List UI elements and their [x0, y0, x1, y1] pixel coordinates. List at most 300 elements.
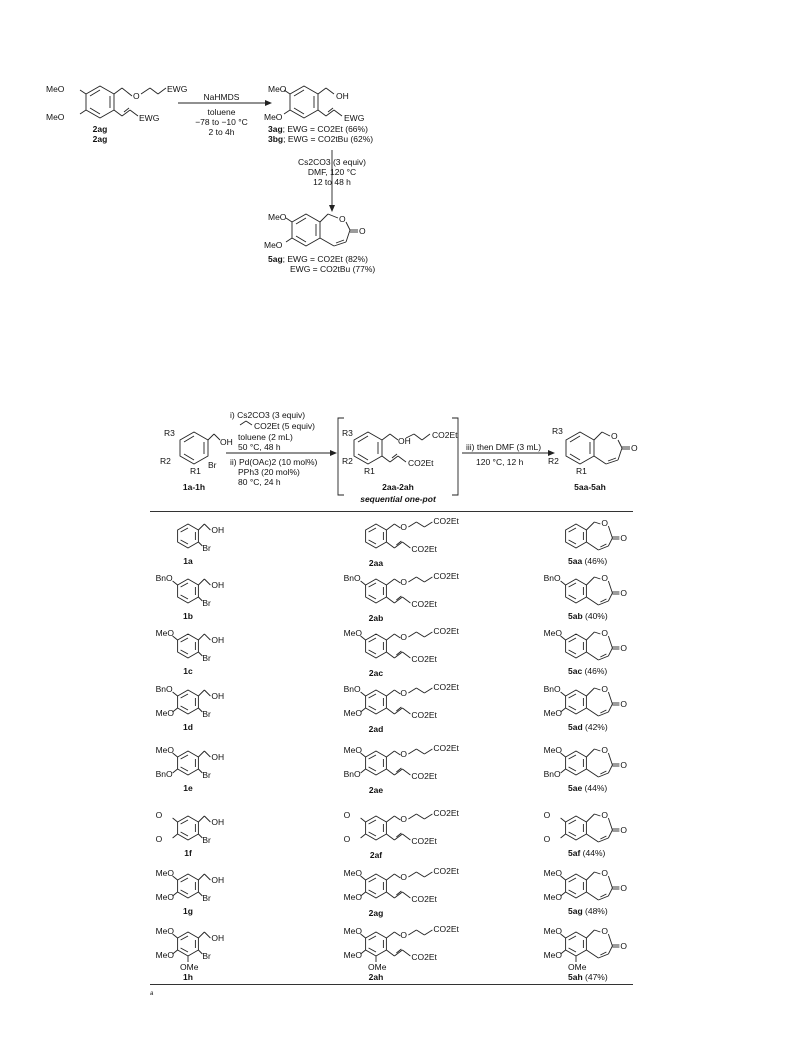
prod-sub-ome: OMe: [568, 962, 587, 972]
bond-line: [608, 830, 612, 838]
sm2-r2: R2: [160, 456, 171, 466]
prod-sub-top: MeO: [543, 745, 563, 755]
bond-line: [594, 688, 600, 690]
bond-line: [569, 878, 576, 882]
yield-value: (44%): [580, 848, 606, 858]
bond-line: [594, 522, 600, 524]
bond-line: [369, 890, 376, 894]
prod-carbonyl-o: O: [620, 883, 628, 893]
bond-line: [424, 814, 432, 819]
bond-line: [204, 816, 210, 822]
bond-line: [386, 769, 394, 775]
prod2-r3: R3: [552, 426, 563, 436]
bond-line: [402, 542, 410, 548]
bond-line: [369, 820, 376, 824]
bond-line: [204, 524, 210, 530]
bond-line: [386, 542, 394, 548]
bond-line: [608, 934, 612, 946]
sm2-oh: OH: [220, 437, 233, 447]
sm-meo-top: MeO: [46, 84, 65, 94]
bond-line: [361, 818, 366, 822]
bond-line: [586, 597, 598, 605]
bond-line: [600, 710, 606, 713]
bond-line: [569, 638, 576, 642]
bond-line: [586, 652, 598, 660]
bond-line: [600, 654, 606, 657]
sm-oh: OH: [211, 635, 225, 645]
sm-sub-bottom: MeO: [155, 892, 175, 902]
int-label: 2af: [369, 850, 383, 860]
sm-br: Br: [202, 543, 211, 553]
prod-meo-top: MeO: [268, 212, 287, 222]
int-co2et-bottom: CO2Et: [411, 894, 437, 904]
sm-br: Br: [202, 770, 211, 780]
bond-line: [369, 650, 376, 654]
yield-value: (48%): [582, 906, 608, 916]
bond-line: [361, 692, 366, 696]
cond2-time: 12 to 48 h: [313, 177, 351, 187]
prod-ring-o: O: [601, 810, 609, 820]
int-co2et-bottom: CO2Et: [411, 654, 437, 664]
bond-line: [408, 688, 416, 693]
prod2-carbonyl-o: O: [631, 443, 638, 453]
bond-line: [608, 526, 612, 538]
int-sub-bottom: BnO: [343, 769, 361, 779]
prod-label: 5af: [568, 848, 581, 858]
bond-line: [173, 818, 178, 822]
cond-reagent: NaHMDS: [203, 92, 240, 102]
bond-line: [569, 694, 576, 698]
bond-line: [594, 814, 600, 816]
bond-line: [586, 950, 598, 958]
sm-label: 1h: [183, 972, 193, 982]
int-sub-top: O: [343, 810, 351, 820]
bond-line: [386, 634, 394, 640]
sm-br: Br: [202, 709, 211, 719]
bond-line: [586, 892, 598, 900]
sm-oh: OH: [211, 817, 225, 827]
int-text-2: ; EWG = CO2tBu (62%): [283, 134, 374, 144]
bond-line: [561, 818, 566, 822]
bond-line: [586, 872, 594, 880]
int-sub-bottom: MeO: [343, 892, 363, 902]
prod-ring-o: O: [601, 684, 609, 694]
bond-line: [198, 816, 204, 822]
bond-line: [181, 595, 188, 599]
bond-line: [561, 692, 566, 696]
int-label: 2ag: [368, 908, 384, 918]
sm-oh: OH: [211, 933, 225, 943]
bond-line: [586, 632, 594, 640]
bond-line: [608, 876, 612, 888]
bond-line: [198, 579, 204, 585]
prod-sub-bottom: MeO: [543, 950, 563, 960]
bond-line: [600, 599, 606, 602]
cond2-reagent: Cs2CO3 (3 equiv): [297, 157, 367, 167]
bond-line: [402, 597, 410, 603]
sm-meo-bottom: MeO: [46, 112, 65, 122]
bond-line: [569, 650, 576, 654]
yield-value: (44%): [582, 783, 608, 793]
prod-line-2: EWG = CO2tBu (77%): [290, 264, 376, 274]
bond-line: [608, 704, 612, 712]
bond-line: [361, 581, 366, 585]
sm-ewg-bottom: EWG: [139, 113, 160, 123]
sm-label: 1e: [183, 783, 193, 793]
prod2-ring-o: O: [611, 431, 618, 441]
bond-line: [386, 892, 394, 898]
int-label: 2ae: [368, 785, 384, 795]
prod-yield: [568, 556, 607, 566]
prod-yield: [568, 783, 607, 793]
int-meo-bottom: MeO: [264, 112, 283, 122]
bond-line: [198, 874, 204, 880]
yield-value: (42%): [582, 722, 608, 732]
sm-sub-ome: OMe: [180, 962, 199, 972]
int-co2et-bottom: CO2Et: [411, 710, 437, 720]
int-ether-o: O: [400, 930, 408, 940]
bond-line: [369, 936, 376, 940]
bond-line: [608, 692, 612, 704]
cond-iii-1: iii) then DMF (3 mL): [466, 442, 542, 452]
int-ether-o: O: [400, 632, 408, 642]
bond-line: [424, 577, 432, 582]
cond-ii-2: PPh3 (20 mol%): [238, 467, 300, 477]
prod-carbonyl-o: O: [620, 699, 628, 709]
bond-line: [424, 688, 432, 693]
cond-ii-1: ii) Pd(OAc)2 (10 mol%): [230, 457, 318, 467]
sm-label: 1b: [183, 611, 193, 621]
bond-line: [408, 872, 416, 877]
prod-yield: [568, 848, 605, 858]
prod-carbonyl-o: O: [359, 226, 366, 236]
prod-carbonyl-o: O: [620, 760, 628, 770]
bond-line: [181, 638, 188, 642]
prod-sub-top: BnO: [543, 573, 561, 583]
int-co2et-top: CO2Et: [433, 682, 459, 692]
bond-line: [361, 834, 366, 838]
prod-label: 5ac: [568, 666, 583, 676]
prod-sub-bottom: BnO: [543, 769, 561, 779]
bond-line: [386, 874, 394, 880]
prod-ring-o: O: [601, 745, 609, 755]
bond-line: [204, 579, 210, 585]
bond-line: [369, 583, 376, 587]
cond-i-3: toluene (2 mL): [238, 432, 293, 442]
sm-sub-top: MeO: [155, 868, 175, 878]
bond-line: [561, 581, 566, 585]
bond-line: [594, 749, 600, 751]
bond-line: [408, 749, 416, 754]
prod-yield: [568, 666, 607, 676]
bond-line: [416, 688, 424, 693]
int-co2et-top: CO2Et: [433, 626, 459, 636]
sm-label: 1a: [183, 556, 193, 566]
bond-line: [569, 595, 576, 599]
sm-sub-top: O: [155, 810, 163, 820]
prod-sub-bottom: MeO: [543, 708, 563, 718]
bond-line: [181, 583, 188, 587]
cond-ii-3: 80 °C, 24 h: [238, 477, 281, 487]
bond-line: [598, 773, 608, 777]
bond-line: [204, 690, 210, 696]
bond-line: [386, 690, 394, 696]
sm-sub-bottom: MeO: [155, 708, 175, 718]
sm-br: Br: [202, 835, 211, 845]
sm-br: Br: [202, 653, 211, 663]
sm-sub-top: BnO: [155, 573, 173, 583]
int-label: 2ah: [368, 972, 384, 982]
sm-label: 1d: [183, 722, 193, 732]
bond-line: [369, 694, 376, 698]
bond-line: [600, 544, 606, 547]
bond-line: [608, 581, 612, 593]
bond-line: [369, 528, 376, 532]
bond-line: [586, 708, 598, 716]
bond-line: [369, 638, 376, 642]
bond-line: [408, 814, 416, 819]
prod-ring-o: O: [601, 628, 609, 638]
bond-line: [424, 522, 432, 527]
prod-text-1: ; EWG = CO2Et (82%): [282, 254, 368, 264]
bond-line: [198, 524, 204, 530]
bond-line: [600, 771, 606, 774]
yield-value: (40%): [582, 611, 608, 621]
bond-line: [569, 540, 576, 544]
bond-line: [181, 948, 188, 952]
int2-ether-o: OH: [398, 436, 411, 446]
bond-line: [402, 652, 410, 658]
int-sub-top: MeO: [343, 745, 363, 755]
bond-line: [173, 581, 178, 585]
bond-line: [181, 755, 188, 759]
prod-ring-o: O: [601, 518, 609, 528]
prod-ring-o: O: [339, 214, 346, 224]
int-meo-top: MeO: [268, 84, 287, 94]
prod-sub-top: BnO: [543, 684, 561, 694]
bond-line: [181, 706, 188, 710]
bond-line: [598, 656, 608, 660]
sm-br: Br: [202, 893, 211, 903]
sm-br: Br: [202, 598, 211, 608]
bond-line: [181, 650, 188, 654]
bond-line: [569, 767, 576, 771]
bond-line: [598, 546, 608, 550]
int-ether-o: O: [400, 688, 408, 698]
int-sub-top: BnO: [343, 573, 361, 583]
int-ether-o: O: [400, 577, 408, 587]
prod-label: 5ah: [568, 972, 583, 982]
sm-sub-bottom: O: [155, 834, 163, 844]
int-co2et-bottom: CO2Et: [411, 771, 437, 781]
prod-carbonyl-o: O: [620, 941, 628, 951]
int-label: 2ab: [368, 613, 384, 623]
bond-line: [198, 932, 204, 938]
cond-temp: −78 to −10 °C: [195, 117, 248, 127]
sm-sub-top: MeO: [155, 926, 175, 936]
bond-line: [181, 832, 188, 836]
sm-label: 1g: [183, 906, 193, 916]
prod-carbonyl-o: O: [620, 825, 628, 835]
int-ether-o: O: [400, 814, 408, 824]
bond-line: [386, 708, 394, 714]
bond-line: [594, 872, 600, 874]
sm-label: 1c: [183, 666, 193, 676]
bond-line: [386, 524, 394, 530]
bond-line: [408, 632, 416, 637]
bond-line: [386, 652, 394, 658]
bond-line: [586, 930, 594, 938]
int-ether-o: O: [400, 522, 408, 532]
bond-line: [402, 950, 410, 956]
int-label-3bg: 3bg: [268, 134, 284, 144]
bond-line: [586, 749, 594, 757]
bond-line: [598, 954, 608, 958]
int-co2et-top: CO2Et: [433, 866, 459, 876]
bond-line: [586, 814, 594, 822]
prod-yield: [568, 611, 608, 621]
int-text-1: ; EWG = CO2Et (66%): [282, 124, 368, 134]
int-sub-top: BnO: [343, 684, 361, 694]
bond-line: [569, 890, 576, 894]
int2-r3: R3: [342, 428, 353, 438]
int-co2et-bottom: CO2Et: [411, 836, 437, 846]
bond-line: [402, 769, 410, 775]
sm-label: 1f: [184, 848, 192, 858]
bond-line: [569, 755, 576, 759]
int-label: 2aa: [368, 558, 384, 568]
prod-yield: [568, 972, 608, 982]
prod2-label: 5aa-5ah: [574, 482, 606, 492]
bond-line: [416, 632, 424, 637]
sm2-r3: R3: [164, 428, 175, 438]
bond-line: [594, 577, 600, 579]
int-ewg: EWG: [344, 113, 365, 123]
bond-line: [586, 577, 594, 585]
int-sub-top: MeO: [343, 628, 363, 638]
bond-line: [369, 832, 376, 836]
prod2-r2: R2: [548, 456, 559, 466]
bond-line: [369, 540, 376, 544]
prod-label: 5ad: [568, 722, 583, 732]
bond-line: [586, 542, 598, 550]
bond-line: [408, 577, 416, 582]
bond-line: [600, 894, 606, 897]
int-co2et-top: CO2Et: [433, 924, 459, 934]
bond-line: [594, 632, 600, 634]
cond-solvent: toluene: [207, 107, 236, 117]
cond-i-1: i) Cs2CO3 (3 equiv): [230, 410, 306, 420]
bond-line: [416, 872, 424, 877]
int-sub-bottom: MeO: [343, 950, 363, 960]
bond-line: [386, 597, 394, 603]
bond-line: [369, 755, 376, 759]
bond-line: [369, 767, 376, 771]
bond-line: [416, 930, 424, 935]
bond-line: [181, 890, 188, 894]
int2-co2et-top: CO2Et: [432, 430, 458, 440]
one-pot-label: sequential one-pot: [360, 494, 436, 504]
bond-line: [569, 583, 576, 587]
bond-line: [386, 816, 394, 822]
int-co2et-bottom: CO2Et: [411, 599, 437, 609]
bond-line: [198, 690, 204, 696]
bond-line: [608, 765, 612, 773]
cond-i-4: 50 °C, 48 h: [238, 442, 281, 452]
bond-line: [600, 836, 606, 839]
int-sub-top: MeO: [343, 926, 363, 936]
int-co2et-top: CO2Et: [433, 808, 459, 818]
bond-line: [416, 577, 424, 582]
int2-co2et-bottom: CO2Et: [408, 458, 434, 468]
prod-yield: [568, 722, 608, 732]
bond-line: [369, 948, 376, 952]
bond-line: [173, 692, 178, 696]
cond-iii-2: 120 °C, 12 h: [476, 457, 524, 467]
bond-line: [424, 749, 432, 754]
bond-line: [402, 834, 410, 840]
sm-oh: OH: [211, 752, 225, 762]
bond-line: [369, 706, 376, 710]
int-label-3ag: 3ag: [268, 124, 283, 134]
bond-line: [198, 634, 204, 640]
prod-sub-top: MeO: [543, 628, 563, 638]
int-label: 2ad: [368, 724, 384, 734]
bond-line: [198, 751, 204, 757]
prod-sub-top: MeO: [543, 926, 563, 936]
footnote-marker: a: [150, 991, 154, 997]
int-ether-o: O: [400, 749, 408, 759]
prod-label: 5ae: [568, 783, 583, 793]
bond-line: [408, 522, 416, 527]
sm2-r1: R1: [190, 466, 201, 476]
prod-ring-o: O: [601, 868, 609, 878]
bond-line: [600, 952, 606, 955]
bond-line: [586, 769, 598, 777]
bond-line: [181, 767, 188, 771]
prod-sub-bottom: O: [543, 834, 551, 844]
int-sub-ome: OMe: [368, 962, 387, 972]
prod-ring-o: O: [601, 573, 609, 583]
bond-line: [608, 818, 612, 830]
bond-line: [181, 878, 188, 882]
bond-line: [408, 930, 416, 935]
bond-line: [569, 936, 576, 940]
bond-line: [586, 522, 594, 530]
bond-line: [386, 579, 394, 585]
sm-ether-o: O: [133, 91, 140, 101]
prod-label: 5aa: [568, 556, 583, 566]
sm-sub-top: MeO: [155, 628, 175, 638]
sm-oh: OH: [211, 691, 225, 701]
cond2-solvent: DMF, 120 °C: [307, 167, 357, 177]
sm-sub-bottom: MeO: [155, 950, 175, 960]
bond-line: [598, 712, 608, 716]
bond-line: [598, 601, 608, 605]
prod-carbonyl-o: O: [620, 588, 628, 598]
prod-label: 5ab: [568, 611, 583, 621]
bond-line: [424, 930, 432, 935]
prod-sub-bottom: MeO: [543, 892, 563, 902]
bond-line: [204, 932, 210, 938]
bond-line: [569, 948, 576, 952]
bond-line: [416, 749, 424, 754]
int-ether-o: O: [400, 872, 408, 882]
bond-line: [586, 688, 594, 696]
sm-sub-top: BnO: [155, 684, 173, 694]
sm-ewg-top: EWG: [167, 84, 188, 94]
int-label: 2ac: [368, 668, 384, 678]
